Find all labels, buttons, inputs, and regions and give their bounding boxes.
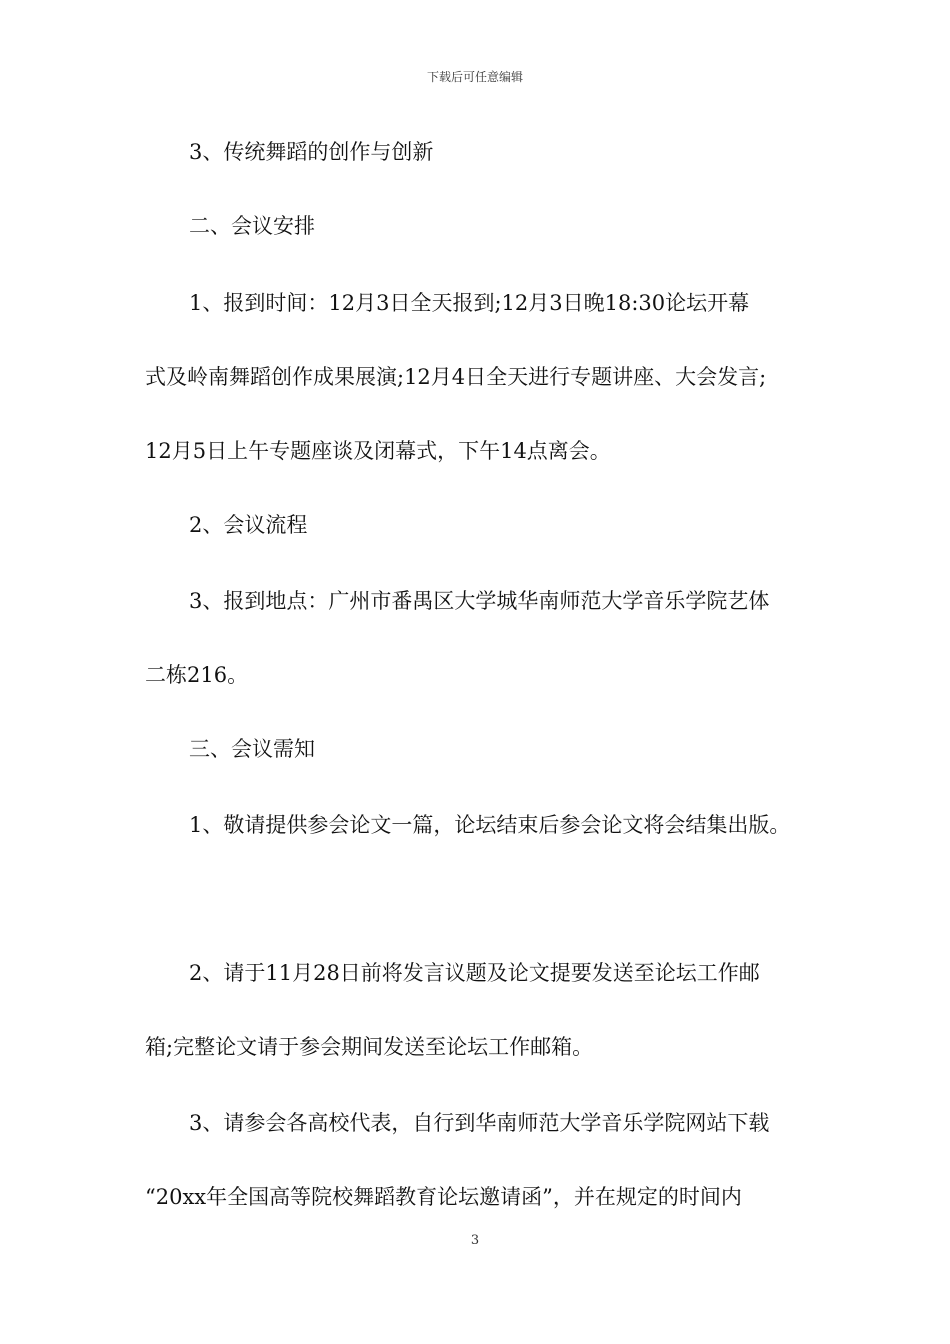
section-heading-arrangement: 二、会议安排 [189, 214, 315, 238]
paragraph-line: “20xx年全国高等院校舞蹈教育论坛邀请函”，并在规定的时间内 [145, 1185, 742, 1209]
paragraph-line: 2、请于11月28日前将发言议题及论文提要发送至论坛工作邮 [189, 961, 760, 985]
paragraph-line: 二栋216。 [145, 663, 249, 687]
paragraph-line: 12月5日上午专题座谈及闭幕式，下午14点离会。 [145, 439, 611, 463]
paragraph-line: 3、报到地点：广州市番禺区大学城华南师范大学音乐学院艺体 [189, 589, 770, 613]
page-number: 3 [470, 1233, 480, 1248]
paragraph-line: 1、报到时间：12月3日全天报到;12月3日晚18:30论坛开幕 [189, 291, 750, 315]
paragraph-line: 1、敬请提供参会论文一篇，论坛结束后参会论文将会结集出版。 [189, 813, 791, 837]
item-traditional-dance: 3、传统舞蹈的创作与创新 [189, 140, 434, 164]
paragraph-line: 式及岭南舞蹈创作成果展演;12月4日全天进行专题讲座、大会发言; [145, 365, 767, 389]
paragraph-line: 箱;完整论文请于参会期间发送至论坛工作邮箱。 [145, 1035, 594, 1059]
paragraph-line: 3、请参会各高校代表，自行到华南师范大学音乐学院网站下载 [189, 1111, 770, 1135]
item-meeting-process: 2、会议流程 [189, 513, 308, 537]
page-header-note: 下载后可任意编辑 [426, 70, 523, 84]
section-heading-notice: 三、会议需知 [189, 737, 315, 761]
